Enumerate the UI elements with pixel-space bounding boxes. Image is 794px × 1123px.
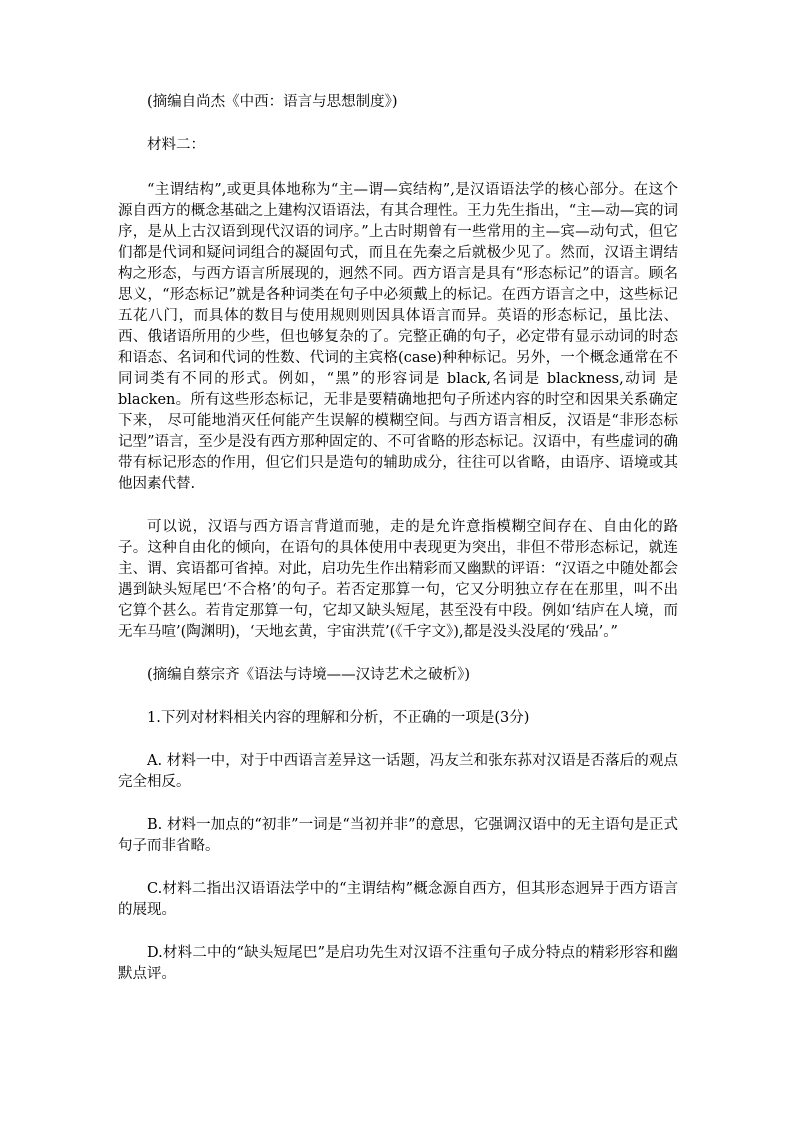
material-two-paragraph-2: 可以说，汉语与西方语言背道而驰，走的是允许意指模糊空间存在、自由化的路子。这种自由化的倾向，在语句的具体使用中表现更为突出，非但不带形态标记，就连主、谓、宾语都可省掉。对此，启功先生作出精彩而又幽默的评语：“汉语之中随处都会遇到缺头短尾巴‘不合格’的句子。若否定那算一句，它又分明独立存在在那里，叫不出它算个甚么。若肯定那算一句，它却又缺头短尾，甚至没有中段。例如‘结庐在人境，而无车马喧’(陶渊明)，‘天地玄黄，宇宙洪荒’(《千字文》),都是没头没尾的‘残品’。” xyxy=(118,519,678,640)
document-page xyxy=(118,92,678,985)
question-1: 1.下列对材料相关内容的理解和分析，不正确的一项是(3分) xyxy=(147,710,530,726)
option-c: C.材料二指出汉语语法学中的“主谓结构”概念源自西方，但其形态迥异于西方语言的展现。 xyxy=(118,881,678,918)
source-citation-1: (摘编自尚杰《中西：语言与思想制度》) xyxy=(147,94,398,110)
material-two-paragraph-1: “主谓结构”,或更具体地称为“主—谓—宾结构”,是汉语语法学的核心部分。在这个源自西方的概念基础之上建构汉语语法，有其合理性。王力先生指出，“主—动—宾的词序，是从上古汉语到现代汉语的词序。”上古时期曾有一些常用的主—宾—动句式，但它们都是代词和疑问词组合的凝固句式，而且在先秦之后就极少见了。然而，汉语主谓结构之形态，与西方语言所展现的，迥然不同。西方语言是具有“形态标记”的语言。顾名思义，“形态标记”就是各种词类在句子中必须戴上的标记。在西方语言之中，这些标记五花八门，而具体的数目与使用规则则因具体语言而异。英语的形态标记，虽比法、西、俄诸语所用的少些，但也够复杂的了。完整正确的句子，必定带有显示动词的时态和语态、名词和代词的性数、代词的主宾格(case)种种标记。另外，一个概念通常在不同词类有不同的形式。例如，“黑”的形容词是 black,名词是 blackness,动词 是 blacken。所有这些形态标记，无非是要精确地把句子所述内容的时空和因果关系确定下来， 尽可能地消灭任何能产生误解的模糊空间。与西方语言相反，汉语是“非形态标记型”语言，至少是没有西方那种固定的、不可省略的形态标记。汉语中，有些虚词的确带有标记形态的作用，但它们只是造句的辅助成分，往往可以省略，由语序、语境或其他因素代替. xyxy=(118,182,678,492)
option-d: D.材料二中的“缺头短尾巴”是启功先生对汉语不注重句子成分特点的精彩形容和幽默点评。 xyxy=(118,945,678,982)
option-b: B. 材料一加点的“初非”一词是“当初并非”的意思，它强调汉语中的无主语句是正式句子而非省略。 xyxy=(118,817,678,854)
option-a: A. 材料一中，对于中西语言差异这一话题，冯友兰和张东荪对汉语是否落后的观点完全相反。 xyxy=(118,753,678,790)
material-two-heading: 材料二： xyxy=(147,137,205,153)
source-citation-2: (摘编自蔡宗齐《语法与诗境——汉诗艺术之破析》) xyxy=(147,667,471,683)
